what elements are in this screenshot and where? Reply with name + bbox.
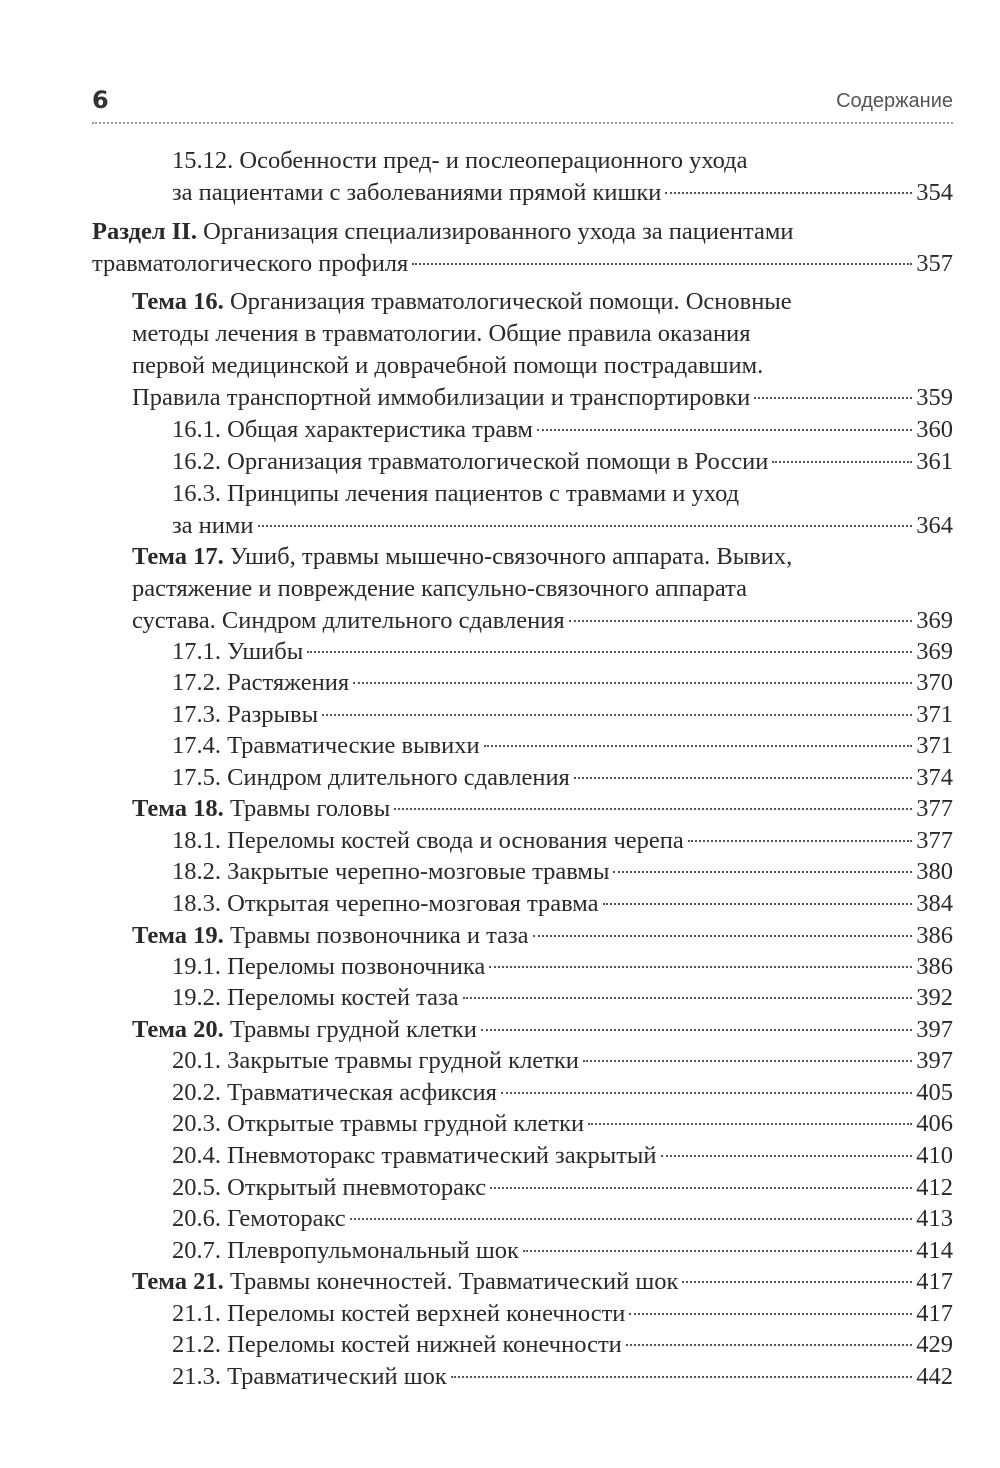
toc-topic-19[interactable] [132, 920, 953, 952]
toc-page-number: 429 [916, 1331, 953, 1358]
toc-page-number: 414 [916, 1237, 953, 1264]
toc-entry-17-1[interactable] [172, 636, 953, 668]
toc-page-number: 369 [916, 638, 953, 665]
toc-entry-title: 17.2. Растяжения [172, 669, 350, 696]
toc-entry-title: 20.1. Закрытые травмы грудной клетки [172, 1047, 579, 1074]
toc-entry-title: 21.1. Переломы костей верхней конечности [172, 1300, 626, 1327]
topic-label: Тема 17. [132, 543, 224, 570]
toc-page-number: 412 [916, 1174, 953, 1201]
toc-entry-title: 17.5. Синдром длительного сдавления [172, 764, 570, 791]
toc-page-number: 380 [916, 858, 953, 885]
toc-entry-title: 17.3. Разрывы [172, 701, 319, 728]
toc-page-number: 405 [916, 1079, 953, 1106]
dot-leader [661, 1155, 913, 1157]
dot-leader [772, 461, 912, 463]
dot-leader [350, 1218, 913, 1220]
toc-entry-20-4[interactable] [172, 1140, 953, 1172]
toc-page-number: 386 [916, 922, 953, 949]
toc-entry-20-2[interactable] [172, 1077, 953, 1109]
dot-leader [353, 682, 912, 684]
toc-entry-20-6[interactable] [172, 1203, 953, 1235]
toc-page-number: 371 [916, 732, 953, 759]
toc-entry-title: травматологического профиля [92, 250, 409, 277]
toc-entry-title: 18.3. Открытая черепно-мозговая травма [172, 890, 599, 917]
topic-label: Тема 21. [132, 1268, 224, 1295]
dot-leader [603, 903, 913, 905]
toc-page-number: 361 [916, 448, 953, 475]
toc-section-2-line1 [92, 216, 793, 248]
toc-entry-17-2[interactable] [172, 667, 953, 699]
toc-page-number: 359 [916, 384, 953, 411]
toc-page-number: 377 [916, 827, 953, 854]
toc-entry-17-5[interactable] [172, 762, 953, 794]
toc-entry-20-5[interactable] [172, 1172, 953, 1204]
toc-page-number: 386 [916, 953, 953, 980]
toc-entry-20-3[interactable] [172, 1108, 953, 1140]
toc-topic-20[interactable] [132, 1014, 953, 1046]
toc-entry-title: 20.3. Открытые травмы грудной клетки [172, 1110, 585, 1137]
dot-leader [394, 808, 912, 810]
dot-leader [501, 1092, 912, 1094]
toc-entry-20-7[interactable] [172, 1235, 953, 1267]
toc-entry-title [132, 1266, 678, 1298]
toc-page-number: 360 [916, 416, 953, 443]
dot-leader [626, 1344, 912, 1346]
section-label: Раздел II. [92, 218, 197, 245]
dot-leader [588, 1123, 912, 1125]
toc-entry-19-2[interactable] [172, 982, 953, 1014]
toc-topic-17-line1 [132, 541, 792, 573]
dot-leader [533, 935, 913, 937]
topic-label: Тема 18. [132, 795, 224, 822]
toc-entry-title: 20.2. Травматическая асфиксия [172, 1079, 497, 1106]
dot-leader [629, 1313, 912, 1315]
page-number: 6 [92, 86, 109, 114]
toc-page-number: 392 [916, 984, 953, 1011]
running-head: Содержание [836, 90, 953, 112]
toc-entry-title: 20.6. Гемоторакс [172, 1205, 346, 1232]
toc-entry-17-4[interactable] [172, 730, 953, 762]
dot-leader [490, 1187, 912, 1189]
dot-leader [481, 1029, 912, 1031]
topic-label: Тема 19. [132, 922, 224, 949]
topic-label: Тема 20. [132, 1016, 224, 1043]
toc-section-2[interactable] [92, 248, 953, 280]
toc-page-number: 442 [916, 1363, 953, 1390]
toc-entry-title: 19.1. Переломы позвоночника [172, 953, 486, 980]
toc-page-number: 410 [916, 1142, 953, 1169]
toc-entry-title [132, 793, 390, 825]
toc-page-number: 369 [916, 607, 953, 634]
toc-entry-title: за пациентами с заболеваниями прямой кишки [172, 179, 662, 206]
toc-entry-21-3[interactable] [172, 1361, 953, 1393]
toc-page-number: 417 [916, 1268, 953, 1295]
toc-page-number: 397 [916, 1047, 953, 1074]
dot-leader [307, 651, 912, 653]
toc-entry-title: 20.7. Плевропульмональный шок [172, 1237, 519, 1264]
toc-entry-title: 17.1. Ушибы [172, 638, 304, 665]
toc-entry-16-3[interactable] [172, 510, 953, 542]
toc-entry-18-2[interactable] [172, 856, 953, 888]
topic-title: Травмы головы [229, 795, 391, 822]
toc-page-number: 406 [916, 1110, 953, 1137]
header-divider [92, 122, 953, 124]
toc-entry-20-1[interactable] [172, 1045, 953, 1077]
toc-entry-title: 16.1. Общая характеристика травм [172, 416, 533, 443]
toc-page-number: 397 [916, 1016, 953, 1043]
dot-leader [322, 714, 912, 716]
dot-leader [412, 263, 912, 265]
toc-page-number: 370 [916, 669, 953, 696]
toc-entry-title: сустава. Синдром длительного сдавления [132, 607, 565, 634]
toc-entry-title: 19.2. Переломы костей таза [172, 984, 459, 1011]
dot-leader [665, 192, 912, 194]
toc-entry-15-12[interactable] [172, 177, 953, 209]
toc-entry-17-3[interactable] [172, 699, 953, 731]
toc-topic-21[interactable] [132, 1266, 953, 1298]
toc-topic-17[interactable] [132, 605, 953, 637]
toc-page-number: 371 [916, 701, 953, 728]
section-title: Организация специализированного ухода за пациентами [203, 218, 794, 245]
toc-entry-title: 20.4. Пневмоторакс травматический закрытый [172, 1142, 657, 1169]
toc-entry-18-1[interactable] [172, 825, 953, 857]
topic-title: Ушиб, травмы мышечно-связочного аппарата. Вывих, [229, 543, 793, 570]
toc-entry-18-3[interactable] [172, 888, 953, 920]
dot-leader [258, 525, 913, 527]
dot-leader [569, 620, 913, 622]
toc-entry-title: 17.4. Травматические вывихи [172, 732, 480, 759]
toc-entry-21-2[interactable] [172, 1329, 953, 1361]
dot-leader [754, 397, 912, 399]
dot-leader [613, 871, 912, 873]
dot-leader [451, 1376, 912, 1378]
toc-entry-title: 20.5. Открытый пневмоторакс [172, 1174, 487, 1201]
dot-leader [574, 777, 912, 779]
dot-leader [523, 1250, 912, 1252]
topic-title: Травмы грудной клетки [229, 1016, 477, 1043]
dot-leader [583, 1060, 912, 1062]
dot-leader [682, 1281, 912, 1283]
toc-topic-16-line2: методы лечения в травматологии. Общие правила оказания [132, 320, 751, 347]
toc-entry-title: Правила транспортной иммобилизации и транспортировки [132, 384, 751, 411]
dot-leader [489, 966, 912, 968]
toc-entry-title: за ними [172, 512, 254, 539]
toc-page-number: 413 [916, 1205, 953, 1232]
toc-entry-title [132, 920, 529, 952]
toc-page-number: 384 [916, 890, 953, 917]
toc-page-number: 417 [916, 1300, 953, 1327]
toc-entry-title: 21.2. Переломы костей нижней конечности [172, 1331, 622, 1358]
toc-page-number: 374 [916, 764, 953, 791]
toc-entry-title [132, 1014, 477, 1046]
dot-leader [484, 745, 913, 747]
toc-topic-17-line2: растяжение и повреждение капсульно-связочного аппарата [132, 575, 748, 602]
toc-topic-18[interactable] [132, 793, 953, 825]
toc-page-number: 354 [916, 179, 953, 206]
topic-title: Травмы позвоночника и таза [229, 922, 529, 949]
toc-topic-16[interactable] [132, 382, 953, 414]
topic-title: Травмы конечностей. Травматический шок [229, 1268, 679, 1295]
topic-title: Организация травматологической помощи. Основные [229, 288, 792, 315]
toc-topic-16-line1 [132, 286, 792, 318]
dot-leader [537, 429, 912, 431]
dot-leader [463, 997, 913, 999]
toc-topic-16-line3: первой медицинской и доврачебной помощи пострадавшим. [132, 352, 764, 379]
page-header [92, 86, 953, 116]
toc-entry-16-3-line1: 16.3. Принципы лечения пациентов с травмами и уход [172, 480, 740, 507]
toc-entry-19-1[interactable] [172, 951, 953, 983]
toc-entry-16-2[interactable] [172, 446, 953, 478]
toc-entry-15-12-line1: 15.12. Особенности пред- и послеоперационного ухода [172, 147, 748, 174]
dot-leader [688, 840, 912, 842]
toc-entry-title: 16.2. Организация травматологической помощи в России [172, 448, 769, 475]
toc-entry-16-1[interactable] [172, 414, 953, 446]
toc-entry-title: 18.2. Закрытые черепно-мозговые травмы [172, 858, 610, 885]
toc-page-number: 377 [916, 795, 953, 822]
toc-page-number: 364 [916, 512, 953, 539]
toc-entry-21-1[interactable] [172, 1298, 953, 1330]
toc-page-number: 357 [916, 250, 953, 277]
toc-entry-title: 21.3. Травматический шок [172, 1363, 447, 1390]
toc-entry-title: 18.1. Переломы костей свода и основания черепа [172, 827, 684, 854]
topic-label: Тема 16. [132, 288, 224, 315]
